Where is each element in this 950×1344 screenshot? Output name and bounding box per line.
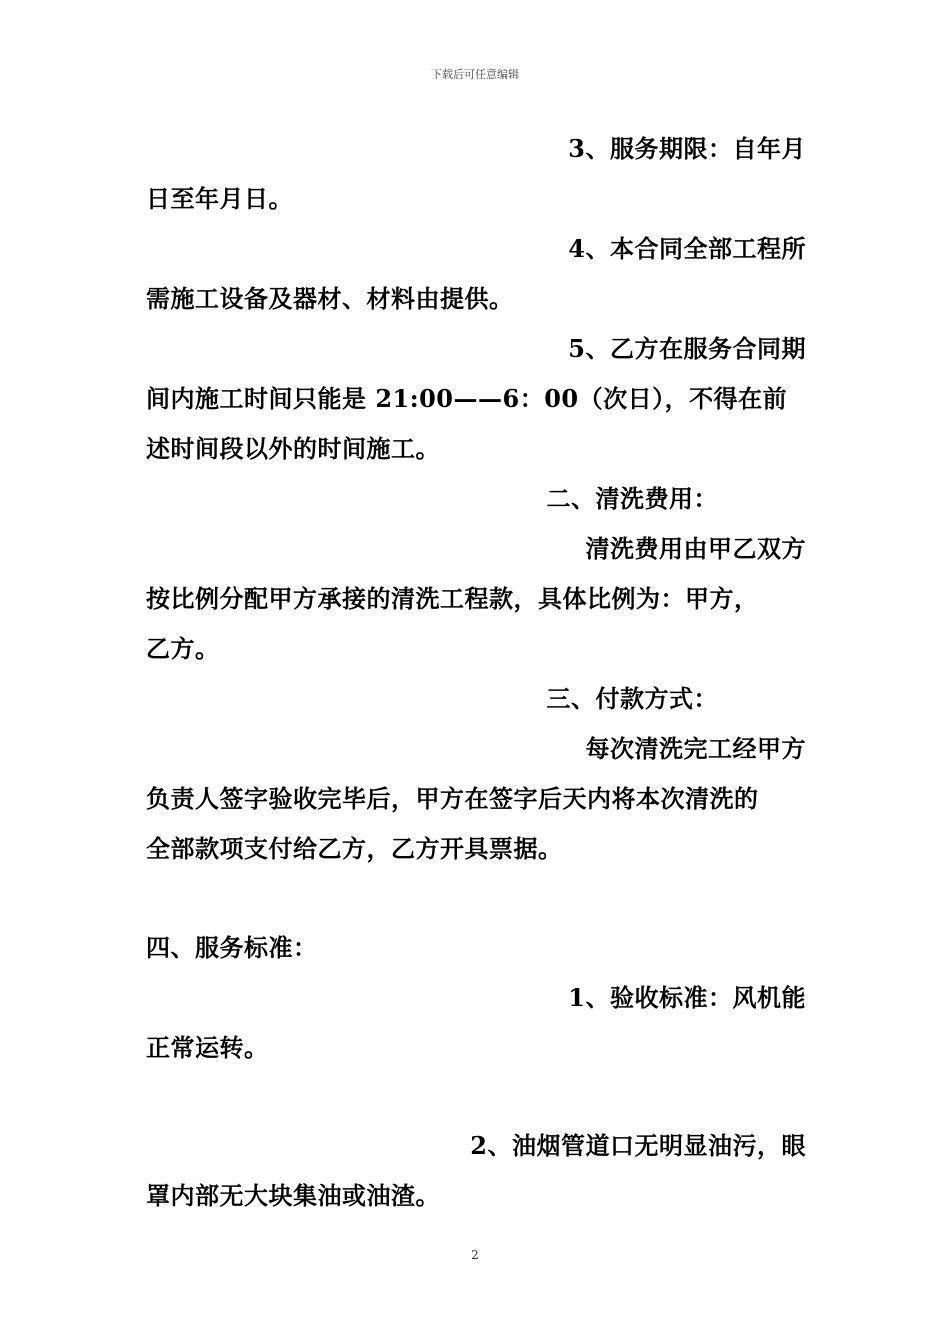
text-line-payment: 每次清洗完工经甲方	[585, 734, 806, 763]
text-line-equipment: 4、本合同全部工程所	[568, 234, 806, 263]
text-line-payment-end: 全部款项支付给乙方，乙方开具票据。	[146, 834, 563, 863]
text-line-work-hours-end: 述时间段以外的时间施工。	[146, 434, 440, 463]
text-line-cleaning-fee: 清洗费用由甲乙双方	[585, 534, 806, 563]
text-line-equipment-cont: 需施工设备及器材、材料由提供。	[146, 284, 514, 313]
section-heading-payment: 三、付款方式：	[546, 684, 718, 713]
page-header-note: 下载后可任意编辑	[431, 68, 519, 81]
text-line-service-term-cont: 日至年月日。	[146, 184, 293, 213]
section-heading-cleaning-fee: 二、清洗费用：	[546, 484, 718, 513]
text-line-acceptance-cont: 正常运转。	[146, 1033, 269, 1062]
text-line-work-hours-cont: 间内施工时间只能是 21:00——6：00（次日），不得在前	[146, 384, 788, 413]
text-line-duct-cont: 罩内部无大块集油或油渣。	[146, 1181, 440, 1210]
text-line-acceptance: 1、验收标准：风机能	[568, 983, 806, 1012]
section-heading-service-standard: 四、服务标准：	[146, 933, 318, 962]
text-line-service-term: 3、服务期限：自年月	[568, 134, 806, 163]
text-line-cleaning-fee-cont: 按比例分配甲方承接的清洗工程款，具体比例为：甲方，	[146, 584, 759, 613]
text-line-work-hours: 5、乙方在服务合同期	[568, 334, 806, 363]
text-line-duct: 2、油烟管道口无明显油污，眼	[470, 1131, 806, 1160]
text-line-payment-cont: 负责人签字验收完毕后，甲方在签字后天内将本次清洗的	[146, 784, 759, 813]
text-line-cleaning-fee-end: 乙方。	[146, 634, 220, 663]
page-number: 2	[471, 1248, 479, 1262]
